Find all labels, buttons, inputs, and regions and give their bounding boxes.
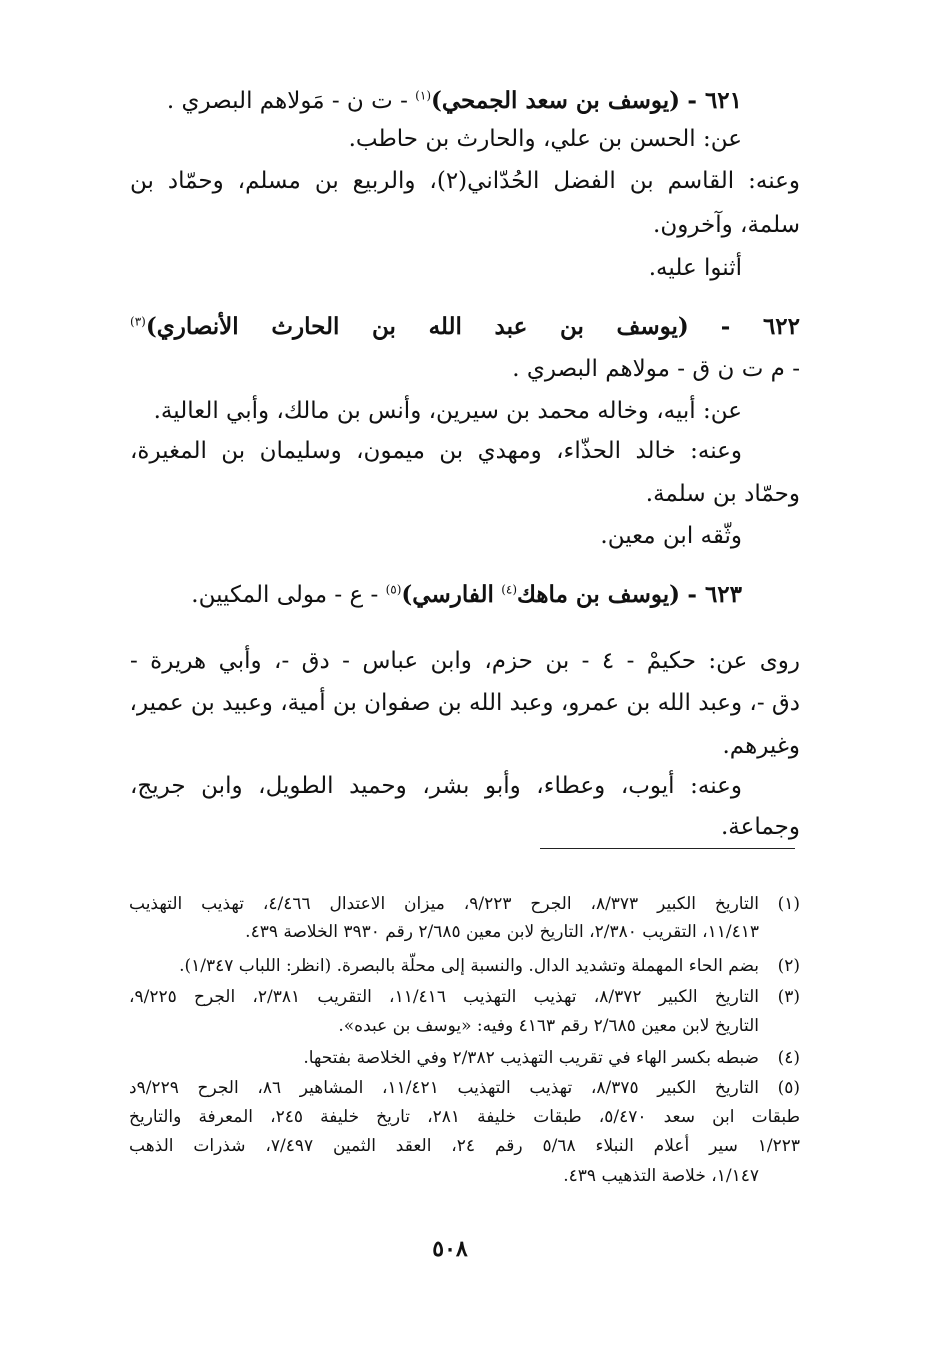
- entry-descriptor: - ع - مولى المكيين.: [191, 582, 379, 608]
- footnote-4-number: (٤): [777, 1048, 800, 1068]
- footnote-3-number: (٣): [777, 987, 800, 1007]
- entry-number: ٦٢٣ -: [687, 581, 742, 608]
- entry-number: ٦٢١ -: [687, 87, 742, 114]
- entry-623-heading: [191, 580, 742, 610]
- footnote-5-line-1: التاريخ الكبير ٨/٣٧٥، تهذيب التهذيب ١١/٤٢١، المشاهير ٨٦، الجرح ٩/٢٢٩د: [129, 1078, 759, 1098]
- entry-name: (يوسف بن سعد الجمحي): [431, 87, 681, 114]
- footnote-ref: (٥): [385, 582, 402, 597]
- page-number: ٥٠٨: [432, 1236, 468, 1262]
- footnote-5-number: (٥): [777, 1078, 800, 1098]
- entry-621-line-1: عن: الحسن بن علي، والحارث بن حاطب.: [348, 126, 742, 152]
- entry-622-descriptor: - م ت ن ق - مولاهم البصري .: [512, 356, 800, 382]
- footnote-4-line-1: ضبطه بكسر الهاء في تقريب التهذيب ٢/٣٨٢ وفي الخلاصة بفتحها.: [303, 1048, 759, 1068]
- footnote-2-line-1: بضم الحاء المهملة وتشديد الدال. والنسبة إلى محلّة بالبصرة. (انظر: اللباب ١/٣٤٧).: [179, 956, 759, 976]
- entry-622-line-4: وثّقه ابن معين.: [600, 523, 742, 549]
- footnote-5-line-2: طبقات ابن سعد ٥/٤٧٠، طبقات خليفة ٢٨١، تاريخ خليفة ٢٤٥، المعرفة والتاريخ: [129, 1107, 801, 1127]
- entry-623-line-2: دق -، وعبد الله بن عمرو، وعبد الله بن صفوان بن أمية، وعبيد بن عمير،: [129, 690, 800, 716]
- entry-623-line-1: روى عن: حكيمْ - ٤ - بن حزم، وابن عباس - دق -، وأبي هريرة -: [130, 648, 800, 674]
- entry-623-line-3: وغيرهم.: [722, 733, 800, 759]
- entry-number: ٦٢٢ -: [720, 313, 800, 340]
- entry-622-line-3: وحمّاد بن سلمة.: [645, 481, 800, 507]
- entry-621-line-3: سلمة، وآخرون.: [653, 212, 800, 238]
- footnote-5-line-4: ١/١٤٧، خلاصة التذهيب ٤٣٩.: [563, 1166, 759, 1186]
- footnote-3-line-2: التاريخ لابن معين ٢/٦٨٥ رقم ٤١٦٣ وفيه: «يوسف بن عبده».: [338, 1016, 759, 1036]
- entry-name: (يوسف بن عبد الله بن الحارث الأنصاري): [145, 313, 689, 340]
- entry-623-line-4: وعنه: أيوب، وعطاء، وأبو بشر، وحميد الطويل، وابن جريج،: [130, 773, 742, 799]
- entry-623-line-5: وجماعة.: [721, 814, 800, 840]
- entry-name-suffix: الفارسي): [401, 581, 494, 608]
- entry-622-line-1: عن: أبيه، وخاله محمد بن سيرين، وأنس بن مالك، وأبي العالية.: [153, 398, 742, 424]
- footnote-5-line-3: ١/٢٢٣ سير أعلام النبلاء ٥/٦٨ رقم ٢٤، العقد الثمين ٧/٤٩٧، شذرات الذهب: [129, 1136, 800, 1156]
- entry-621-line-4: أثنوا عليه.: [648, 255, 742, 281]
- footnote-ref: (١): [415, 88, 431, 103]
- footnote-2-number: (٢): [777, 956, 800, 976]
- footnote-ref: (٣): [130, 314, 146, 329]
- entry-621-line-2: وعنه: القاسم بن الفضل الحُدّاني(٢)، والربيع بن مسلم، وحمّاد بن: [130, 168, 801, 194]
- footnote-ref: (٤): [501, 582, 518, 597]
- entry-622-line-2: وعنه: خالد الحذّاء، ومهدي بن ميمون، وسليمان بن المغيرة،: [130, 438, 742, 464]
- footnote-separator: [540, 848, 795, 849]
- entry-621-heading: [167, 86, 742, 116]
- footnote-1-line-1: التاريخ الكبير ٨/٣٧٣، الجرح ٩/٢٢٣، ميزان الاعتدال ٤/٤٦٦، تهذيب التهذيب: [129, 894, 759, 914]
- entry-descriptor: - ت ن - مَولاهم البصري .: [166, 88, 408, 114]
- footnote-3-line-1: التاريخ الكبير ٨/٣٧٢، تهذيب التهذيب ١١/٤١٦، التقريب ٢/٣٨١، الجرح ٩/٢٢٥،: [129, 987, 759, 1007]
- footnote-1-line-2: ١١/٤١٣، التقريب ٢/٣٨٠، التاريخ لابن معين ٢/٦٨٥ رقم ٣٩٣٠ الخلاصة ٤٣٩.: [245, 922, 759, 942]
- entry-622-heading: [130, 312, 800, 342]
- footnote-1-number: (١): [777, 894, 800, 914]
- entry-name: (يوسف بن ماهك: [517, 581, 681, 608]
